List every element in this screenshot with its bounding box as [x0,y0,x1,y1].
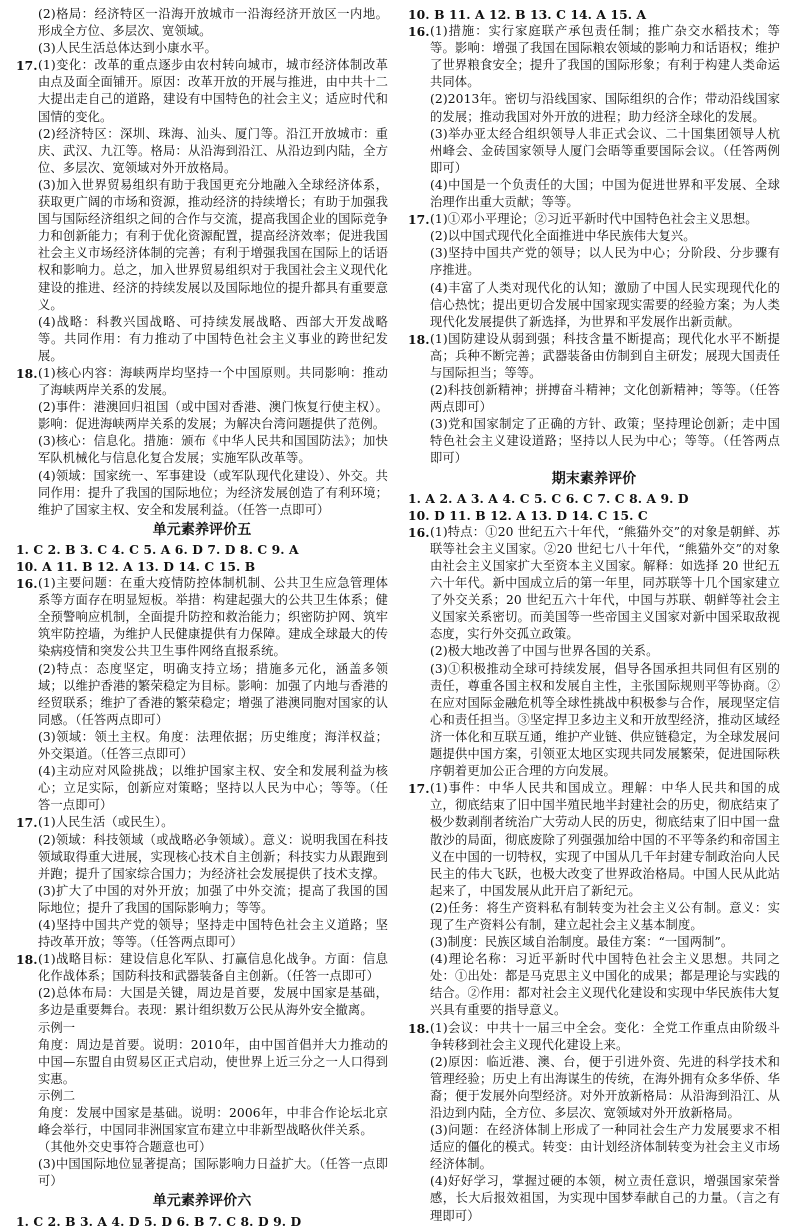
answer-text: (2)经济特区：深圳、珠海、汕头、厦门等。沿江开放城市：重庆、武汉、九江等。格局：从沿海到沿江、从沿边到内陆，全方位、多层次、宽领域对外开放格局。 [38,126,388,175]
answer-text: (4)中国是一个负责任的大国；中国为促进世界和平发展、全球治理作出重大贡献；等等。 [430,177,780,210]
answer-item [408,524,780,644]
answer-text: (3)人民生活总体达到小康水平。 [38,41,217,56]
answer-item [408,416,780,467]
answer-item [16,917,388,951]
answer-item [408,1173,780,1224]
answer-text: (3)扩大了中国的对外开放；加强了中外交流；提高了我国的国际地位；提升了我国的国际影响力；等等。 [38,883,388,915]
answer-item [408,780,780,900]
answer-text: (4)丰富了人类对现代化的认知；激励了中国人民实现现代化的信心热忱；提出更切合发展中国家现实需要的经验方案；为人类现代化发展提供了新选择，为世界和平发展作出新贡献。 [430,280,780,329]
choice-answer-line: 1. A 2. A 3. A 4. C 5. C 6. C 7. C 8. A 9. D [408,490,689,506]
answer-item [16,126,388,177]
choice-answer-line: 10. D 11. B 12. A 13. D 14. C 15. C [408,507,648,523]
answer-item [408,280,780,331]
answer-item [16,985,388,1019]
answer-text: 角度：周边是首要。说明：2010年，由中国首倡并大力推动的中国—东盟自由贸易区正式启动，使世界上近三分之一人口得到实惠。 [38,1037,388,1086]
answer-text: (2)以中国式现代化全面推进中华民族伟大复兴。 [430,229,696,244]
section-heading: 单元素养评价六 [152,1193,252,1210]
answer-text: (2)特点：态度坚定，明确支持立场；措施多元化，涵盖多领域；以维护香港的繁荣稳定为目标。影响：加强了内地与香港的经贸联系；维护了香港的繁荣稳定；增强了港澳同胞对国家的认同感。（任答两点即可） [38,661,388,727]
answer-item [408,951,780,1019]
answer-item [16,575,388,660]
question-number: 18. [408,331,430,347]
answer-text: (2)事件：港澳回归祖国（或中国对香港、澳门恢复行使主权）。影响：促进海峡两岸关系的发展；为解决台湾问题提供了范例。 [38,400,388,432]
answer-text: (1)会议：中共十一届三中全会。变化：全党工作重点由阶级斗争转移到社会主义现代化建设上来。 [430,1020,780,1052]
answer-text: (3)加入世界贸易组织有助于我国更充分地融入全球经济体系，获取更广阔的市场和资源，推动经济的持续增长；有助于加强我国与国际经济组织之间的合作与交流，提高我国企业的国际竞争力和创新能力；有利于优化资源配置，提高经济效率；促进我国社会主义市场经济体制的完善；有利于增强我国在国际上的话语权和影响力。总之，加入世界贸易组织对于我国社会主义现代化建设的推进、经济的持续发展以及国际地位的提升都具有重要意义。 [38,177,388,312]
section-heading: 单元素养评价五 [152,521,252,538]
choice-answer-line: 1. C 2. B 3. C 4. C 5. A 6. D 7. D 8. C 9. A [16,541,299,557]
answer-text: (1)特点：①20 世纪五六十年代，“熊猫外交”的对象是朝鲜、苏联等社会主义国家。②20 世纪七八十年代，“熊猫外交”的对象由社会主义国家扩大至资本主义国家。解释：如选择 20 世纪五六十年代。新中国成立后的第一年里，同苏联等十几个国家建立了外交关系；20 世纪五六十年代，中国与苏联、朝鲜等社会主义国家关系密切。而美国等一些帝国主义国家对新中国采取敌视态度，实行外交孤立政策。 [430,524,780,642]
answer-text: (2)极大地改善了中国与世界各国的关系。 [430,644,659,659]
answer-item [16,832,388,883]
answer-text: (2)总体布局：大国是关键，周边是首要，发展中国家是基础，多边是重要舞台。表现：累计组织数万公民从海外安全撤离。 [38,986,388,1018]
answer-text: (1)①邓小平理论；②习近平新时代中国特色社会主义思想。 [430,212,758,227]
answer-text: 示例二 [38,1088,76,1103]
answer-text: (3)坚持中国共产党的领导；以人民为中心；分阶段、分步骤有序推进。 [430,246,780,278]
answer-item [16,814,388,831]
answer-text: (1)事件：中华人民共和国成立。理解：中华人民共和国的成立，彻底结束了旧中国半殖民地半封建社会的历史，彻底结束了极少数剥削者统治广大劳动人民的历史，彻底结束了旧中国一盘散沙的局面，彻底废除了列强强加给中国的不平等条约和帝国主义在中国的一切特权，实现了中国从几千年封建专制政治向人民民主的伟大飞跃，也极大改变了世界政治格局。中国人民从此站起来了，中国发展从此开启了新纪元。 [430,781,780,898]
answer-item [16,468,388,519]
answer-text: (2)格局：经济特区一沿海开放城市一沿海经济开放区一内地。形成全方位、多层次、宽领域。 [38,7,388,39]
answer-item [16,365,388,399]
section-heading: 期末素养评价 [551,470,637,487]
question-number: 16. [408,24,430,40]
answer-item [16,763,388,814]
answer-text: (1)措施：实行家庭联产承包责任制；推广杂交水稻技术；等等。影响：增强了我国在国际粮农领域的影响力和话语权；维护了世界粮食安全；提升了我国的国际形象；有利于构建人类命运共同体。 [430,24,780,90]
question-number: 17. [408,212,430,228]
answer-text: (1)变化：改革的重点逐步由农村转向城市，城市经济体制改革由点及面全面铺开。原因：改革开放的开展与推进，由中共十二大提出走自己的道路，建设有中国特色的社会主义；适应时代和国情的变化。 [38,58,388,124]
answer-text: (2)任务：将生产资料私有制转变为社会主义公有制。意义：实现了生产资料公有制，建立起社会主义基本制度。 [430,900,780,932]
question-number: 18. [408,1020,430,1036]
answer-item [16,729,388,763]
choice-answer-line: 10. B 11. A 12. B 13. C 14. A 15. A [408,7,647,22]
answer-item [16,661,388,729]
answer-text: (3)核心：信息化。措施：颁布《中华人民共和国国防法》；加快军队机械化与信息化复合发展；实施军队改革等。 [38,434,388,466]
answer-text: (3)党和国家制定了正确的方针、政策；坚持理论创新；走中国特色社会主义建设道路；坚持以人民为中心；等等。（任答两点即可） [430,417,780,466]
answer-text: (4)好好学习，掌握过硬的本领，树立责任意识，增强国家荣誉感，长大后报效祖国，为实现中国梦奉献自己的力量。（言之有理即可） [430,1174,780,1223]
choice-answer-line: 10. A 11. B 12. A 13. D 14. C 15. B [16,559,256,574]
answer-item [16,57,388,125]
answer-text: (2)原因：临近港、澳、台，便于引进外资、先进的科学技术和管理经验；历史上有出海谋生的传统，在海外拥有众多华侨、华裔；便于发展外向型经济。对外开放新格局：从沿海到沿江、从沿边到内陆，全方位、多层次、宽领域对外开放新格局。 [430,1054,780,1120]
question-number: 16. [408,524,430,540]
answer-text: (2)领域：科技领域（或战略必争领域）。意义：说明我国在科技领域取得重大进展，实现核心技术自主创新；科技实力从跟跑到并跑；提升了国家综合国力；为经济社会发展提供了技术支撑。 [38,832,388,881]
answer-text: (1)国防建设从弱到强；科技含量不断提高；现代化水平不断提高；兵种不断完善；武器装备由仿制到自主研发；展现大国责任与国际担当；等等。 [430,331,780,380]
answer-item [16,6,388,40]
answer-text: 角度：发展中国家是基础。说明：2006年，中非合作论坛北京峰会举行，中国同非洲国家宣布建立中非新型战略伙伴关系。 [38,1106,388,1138]
right-column [408,6,780,1225]
answer-item [408,643,780,660]
answer-text: (4)主动应对风险挑战；以维护国家主权、安全和发展利益为核心；立足实际，创新应对策略；坚持以人民为中心；等等。（任答一点即可） [38,764,388,813]
answer-text: (1)核心内容：海峡两岸均坚持一个中国原则。共同影响：推动了海峡两岸关系的发展。 [38,365,388,398]
question-number: 17. [16,815,38,831]
answer-item [408,1122,780,1173]
answer-item [16,177,388,314]
choice-answer-line: 1. C 2. B 3. A 4. D 5. D 6. B 7. C 8. D 9. D [16,1213,302,1229]
answer-item [16,399,388,433]
question-number: 17. [408,781,430,797]
answer-item [408,382,780,416]
answer-text: (2)科技创新精神；拼搏奋斗精神；文化创新精神；等等。（任答两点即可） [430,383,780,415]
answer-text: (4)领域：国家统一、军事建设（或军队现代化建设）、外交。共同作用：提升了我国的国际地位；为经济发展创造了有利环境；维护了国家主权、安全和发展利益。（任答一点即可） [38,468,388,517]
answer-item [408,245,780,279]
left-column [16,6,388,1230]
answer-item [408,211,780,228]
question-number: 17. [16,58,38,74]
answer-text: (3)举办亚太经合组织领导人非正式会议、二十国集团领导人杭州峰会、金砖国家领导人厦门会晤等重要国际会议。（任答两例即可） [430,126,780,175]
answer-item [408,228,780,245]
answer-item [16,883,388,917]
answer-text: (4)理论名称：习近平新时代中国特色社会主义思想。共同之处：①出处：都是马克思主义中国化的成果；都是理论与实践的结合。②作用：都对社会主义现代化建设和实现中华民族伟大复兴具有重要的指导意义。 [430,952,780,1018]
question-number: 16. [16,576,38,592]
answer-item [408,126,780,177]
answer-text: (2)2013年。密切与沿线国家、国际组织的合作；带动沿线国家的发展；推动我国对外开放的进程；助力经济全球化的发展。 [430,92,780,124]
answer-text: (4)坚持中国共产党的领导；坚持走中国特色社会主义道路；坚持改革开放；等等。（任答两点即可） [38,917,388,950]
answer-item [408,23,780,91]
answer-text: (3)领域：领土主权。角度：法理依据；历史维度；海洋权益；外交渠道。（任答三点即可） [38,729,388,762]
answer-item [16,951,388,985]
answer-text: 示例一 [38,1020,76,1035]
answer-text: （其他外交史事符合题意也可） [38,1140,212,1155]
answer-text: (1)战略目标：建设信息化军队、打赢信息化战争。方面：信息化作战体系；国防科技和武器装备自主创新。（任答一点即可） [38,952,388,984]
question-number: 18. [16,365,38,381]
answer-text: (4)战略：科教兴国战略、可持续发展战略、西部大开发战略等。共同作用：有力推动了中国特色社会主义事业的跨世纪发展。 [38,314,388,363]
answer-item [408,331,780,382]
answer-item [16,1156,388,1190]
answer-item [408,1020,780,1054]
answer-item [16,433,388,467]
answer-item [408,177,780,211]
answer-text: (3)问题：在经济体制上形成了一种同社会生产力发展要求不相适应的僵化的模式。转变：由计划经济体制转变为社会主义市场经济体制。 [430,1123,780,1172]
answer-text: (3)中国国际地位显著提高；国际影响力日益扩大。（任答一点即可） [38,1157,388,1189]
answer-item [408,1054,780,1122]
answer-item [408,900,780,934]
answer-item [408,934,780,951]
answer-item [16,40,388,57]
answer-item [16,314,388,365]
answer-text: (1)主要问题：在重大疫情防控体制机制、公共卫生应急管理体系等方面存在明显短板。举措：构建起强大的公共卫生体系；健全预警响应机制，全面提升防控和救治能力；织密防护网、筑牢筑牢防控墙，为维护人民健康提供有力保障。建成全球最大的传染病疫情和突发公共卫生事件网络直报系统。 [38,576,388,659]
answer-text: (3)①积极推动全球可持续发展，倡导各国承担共同但有区别的责任，尊重各国主权和发展自主性，主张国际规则平等协商。②在应对国际金融危机等全球性挑战中积极参与合作，展现坚定信心和责任担当。③坚定捍卫多边主义和开放型经济，推动区域经济一体化和互联互通，维护产业链、供应链稳定，为全球发展问题提供中国方案，引领亚太地区实现共同发展繁荣，促进国际秩序朝着更加公正合理的方向发展。 [430,661,780,779]
answer-text: (1)人民生活（或民生）。 [38,815,174,830]
answer-text: (3)制度：民族区域自治制度。最佳方案：“一国两制”。 [430,935,734,950]
answer-item [408,91,780,125]
question-number: 18. [16,952,38,968]
answer-item [408,661,780,781]
